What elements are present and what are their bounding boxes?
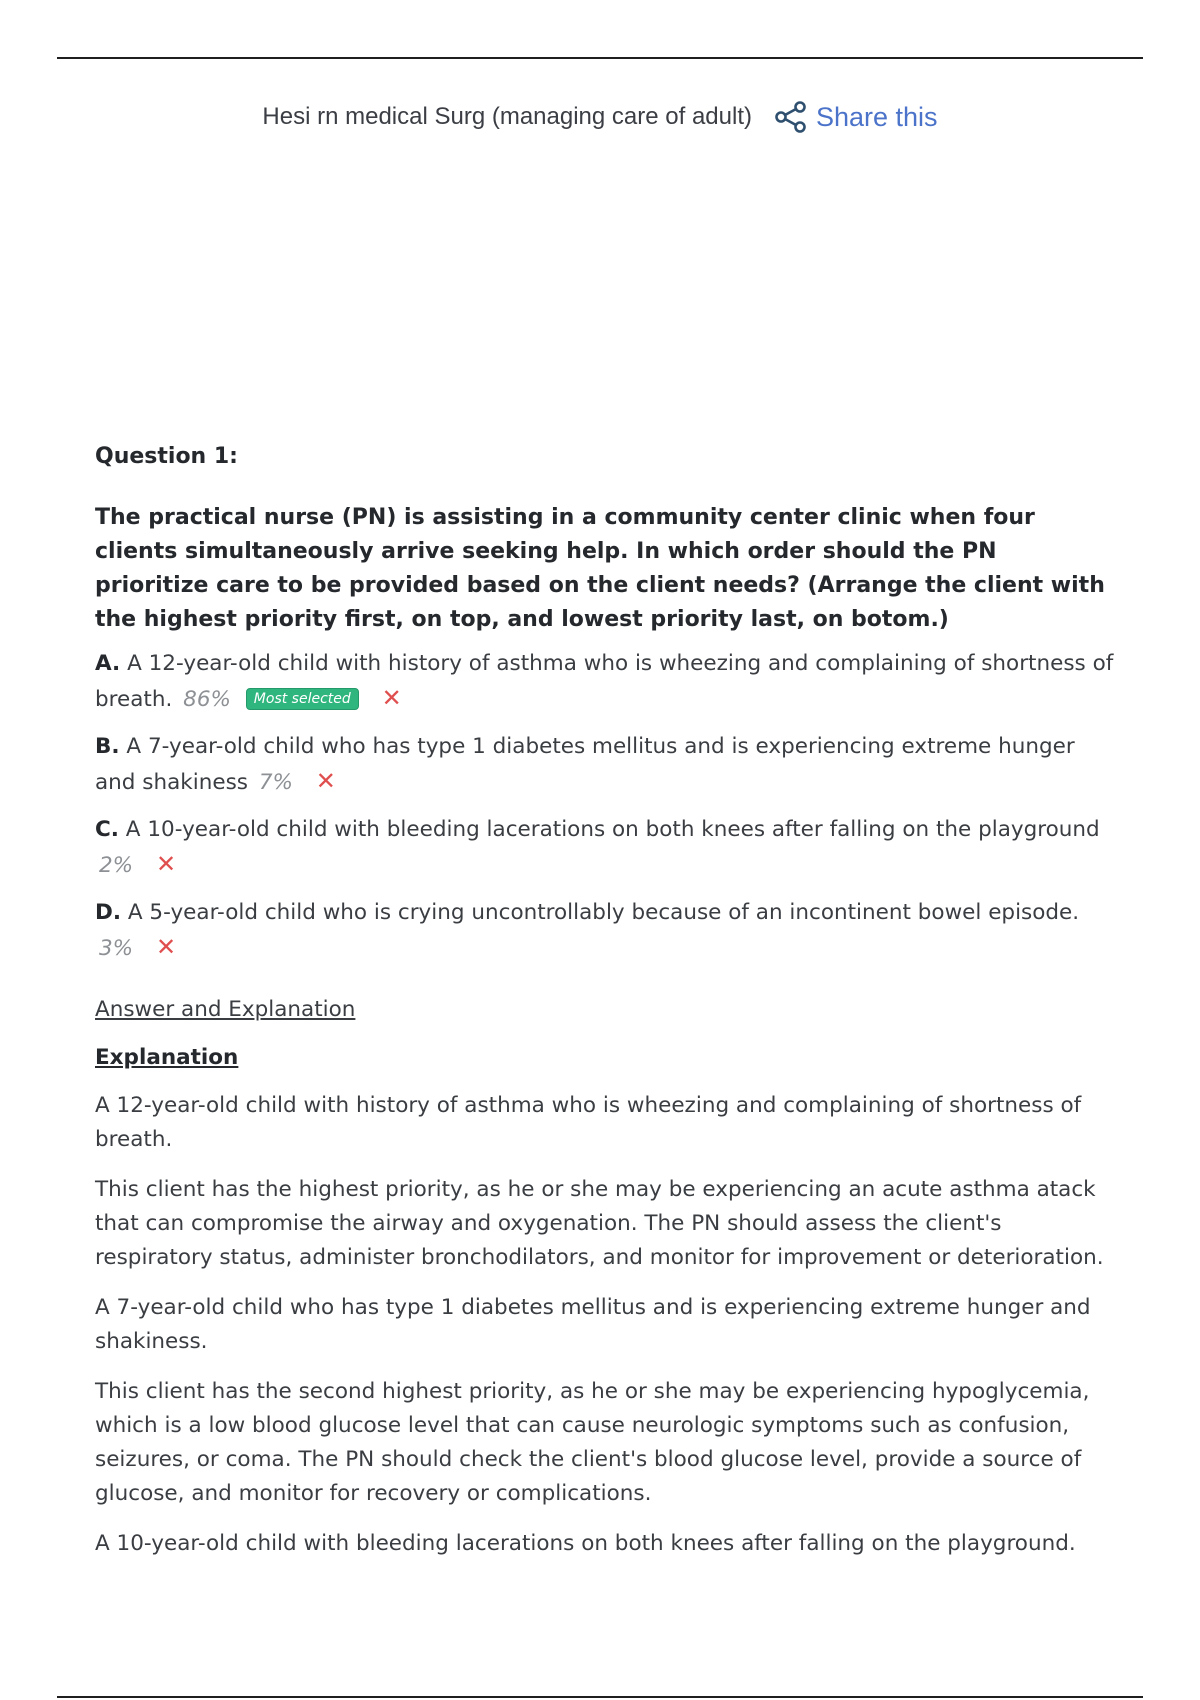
- wrong-mark-icon: ✕: [155, 933, 177, 961]
- question-content: [95, 440, 1115, 1577]
- explanation-paragraph: A 12-year-old child with history of asthma who is wheezing and complaining of shortness of breath.: [95, 1093, 1082, 1152]
- explanation-paragraph: This client has the second highest priority, as he or she may be experiencing hypoglycemia, which is a low blood glucose level that can cause neurologic symptoms such as confusion, seizures, or coma. The PN should check the client's blood glucose level, provide a source of glucose, and monitor for recovery or complications.: [95, 1379, 1090, 1506]
- option-percent: 86%: [183, 687, 231, 712]
- wrong-mark-icon: ✕: [155, 850, 177, 878]
- most-selected-badge: Most selected: [246, 688, 359, 710]
- share-button[interactable]: [774, 100, 938, 134]
- document-header: [0, 100, 1200, 134]
- option-letter: A.: [95, 651, 121, 676]
- option-d: [95, 896, 1115, 966]
- option-a: [95, 647, 1115, 717]
- option-percent: 2%: [99, 853, 134, 878]
- question-text: The practical nurse (PN) is assisting in a community center clinic when four clients simultaneously arrive seeking help. In which order should the PN prioritize care to be provided based on the client needs? (Arrange the client with the highest priority first, on top, and lowest priority last, on botom.): [95, 505, 1105, 632]
- wrong-mark-icon: ✕: [381, 684, 402, 712]
- bottom-divider: [57, 1696, 1143, 1698]
- option-c: [95, 813, 1115, 883]
- answer-explanation-link[interactable]: Answer and Explanation: [95, 997, 356, 1022]
- option-text: A 7-year-old child who has type 1 diabetes mellitus and is experiencing extreme hunger and shakiness: [95, 734, 1075, 795]
- option-percent: 7%: [258, 770, 293, 795]
- wrong-mark-icon: ✕: [315, 767, 336, 795]
- option-text: A 12-year-old child with history of asthma who is wheezing and complaining of shortness of breath.: [95, 651, 1114, 712]
- option-letter: C.: [95, 817, 119, 842]
- option-percent: 3%: [99, 936, 134, 961]
- question-label: Question 1:: [95, 444, 238, 469]
- document-title: Hesi rn medical Surg (managing care of adult): [262, 103, 752, 130]
- share-icon: [774, 100, 808, 134]
- option-text: A 5-year-old child who is crying uncontrollably because of an incontinent bowel episode.: [127, 900, 1080, 925]
- explanation-heading: Explanation: [95, 1045, 239, 1070]
- option-letter: D.: [95, 900, 122, 925]
- explanation-paragraph: A 7-year-old child who has type 1 diabetes mellitus and is experiencing extreme hunger and shakiness.: [95, 1295, 1091, 1354]
- option-b: [95, 730, 1115, 800]
- option-letter: B.: [95, 734, 120, 759]
- share-label[interactable]: Share this: [815, 101, 938, 132]
- explanation-paragraph: A 10-year-old child with bleeding lacerations on both knees after falling on the playground.: [95, 1531, 1076, 1556]
- top-divider: [57, 57, 1143, 59]
- explanation-paragraph: This client has the highest priority, as he or she may be experiencing an acute asthma atack that can compromise the airway and oxygenation. The PN should assess the client's respiratory status, administer bronchodilators, and monitor for improvement or deterioration.: [95, 1177, 1104, 1270]
- option-text: A 10-year-old child with bleeding lacerations on both knees after falling on the playground: [125, 817, 1100, 842]
